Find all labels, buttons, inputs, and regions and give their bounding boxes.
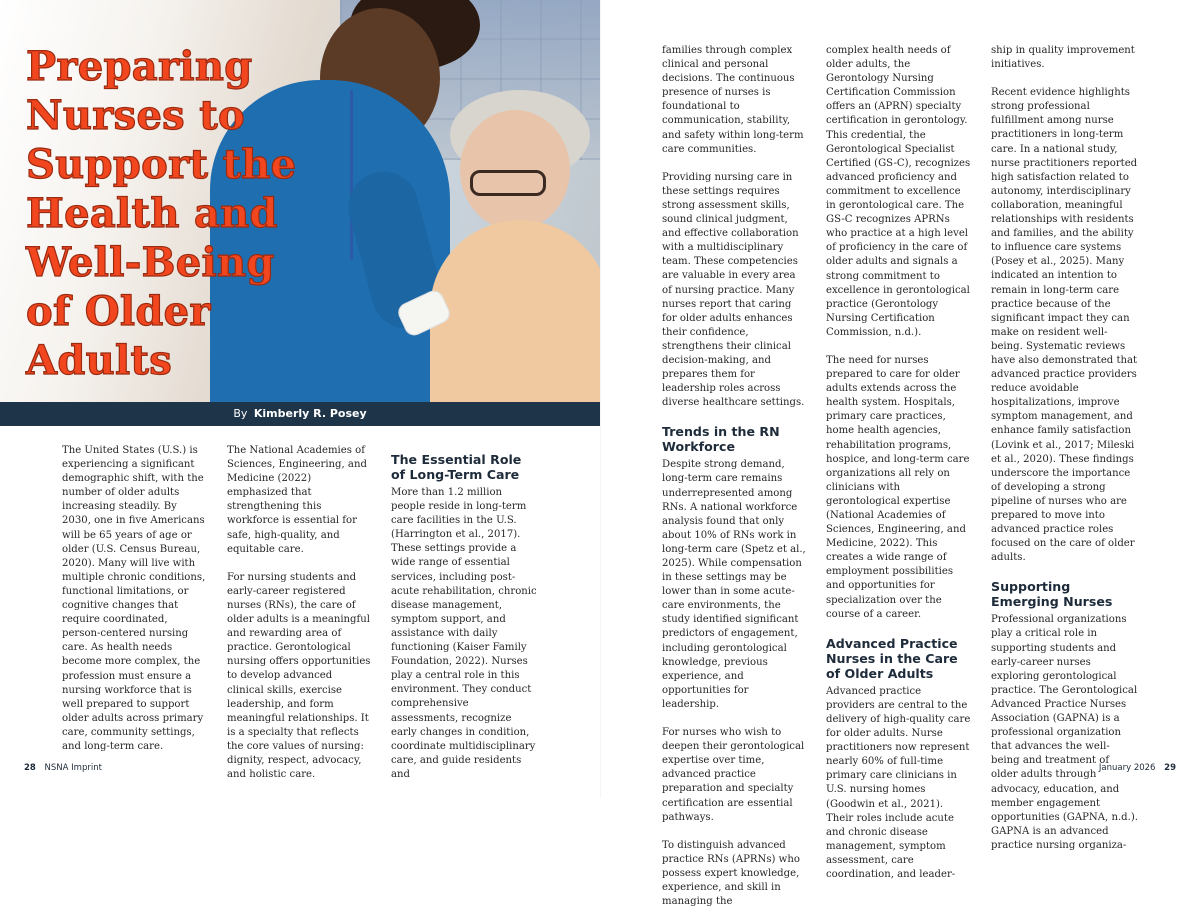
article-title: Preparing Nurses to Support the Health and Well-Being of Older Adults — [26, 43, 297, 384]
column-4 — [662, 44, 807, 923]
paragraph: To distinguish advanced practice RNs (APRNs) who possess expert knowledge, experience, and skill in managing the — [662, 839, 800, 908]
paragraph: complex health needs of older adults, the Gerontology Nursing Certification Commission offers an (APRN) specialty certification in gerontology. This credential, the Gerontological Specialist Certified (GS-C), recognizes advanced proficiency and commitment to excellence in gerontological care. The GS-C recognizes APRNs who practice at a high level of proficiency in the care of older adults and signals a strong commitment to excellence in gerontological practice (Gerontology Nursing Certification Commission, n.d.). — [826, 45, 971, 338]
footer-left — [24, 763, 102, 773]
page-number-left: 28 — [24, 763, 36, 773]
publication-name: NSNA Imprint — [44, 763, 102, 773]
paragraph: Despite strong demand, long-term care remains underrepresented among RNs. A national workforce analysis found that only about 10% of RNs work in long-term care (Spetz et al., 2025). While compensation in these settings may be lower than in some acute-care environments, the study identified significant predictors of engagement, including gerontological knowledge, previous experience, and opportunities for leadership. — [662, 459, 806, 710]
author-name: Kimberly R. Posey — [253, 407, 367, 420]
byline-prefix: By — [233, 407, 248, 420]
paragraph: Recent evidence highlights strong professional fulfillment among nurse practitioners in long-term care. In a national study, nurse practitioners reported high satisfaction related to autonomy, interdisciplinary collaboration, meaningful relationships with residents and families, and the ability to influence care systems (Posey et al., 2025). Many indicated an intention to remain in long-term care practice because of the significant impact they can make on resident well-being. Systematic reviews have also demonstrated that advanced practice providers reduce avoidable hospitalizations, improve symptom management, and enhance family satisfaction (Lovink et al., 2017; Mileski et al., 2020). These findings underscore the importance of developing a strong pipeline of nurses who are prepared to move into advanced practice roles focused on the care of older adults. — [991, 87, 1138, 564]
column-1 — [62, 444, 207, 768]
hero-photo — [0, 0, 600, 402]
paragraph: Providing nursing care in these settings requires strong assessment skills, sound clinical judgment, and effective collaboration with a multidisciplinary team. These competencies are valuable in every area of nursing practice. Many nurses report that caring for older adults enhances their confidence, strengthens their clinical decision-making, and prepares them for leadership roles across diverse healthcare settings. — [662, 171, 805, 409]
page-gutter — [600, 0, 601, 798]
page-number-right: 29 — [1164, 763, 1176, 773]
paragraph: The National Academies of Sciences, Engineering, and Medicine (2022) emphasized that strengthening this workforce is essential for safe, high-quality, and equitable care. — [227, 445, 367, 555]
paragraph: For nurses who wish to deepen their gerontological expertise over time, advanced practice preparation and specialty certification are essential pathways. — [662, 727, 805, 823]
byline-bar — [0, 402, 600, 426]
paragraph: ship in quality improvement initiatives. — [991, 45, 1135, 71]
paragraph: For nursing students and early-career registered nurses (RNs), the care of older adults is a meaningful and rewarding area of practice. Gerontological nursing offers opportunities to develop advanced clinical skills, exercise leadership, and form meaningful relationships. It is a specialty that reflects the core values of nursing: dignity, respect, advocacy, and holistic care. — [227, 571, 371, 781]
paragraph: More than 1.2 million people reside in long-term care facilities in the U.S. (Harrington et al., 2017). These settings provide a wide range of essential services, including post-acute rehabilitation, chronic disease management, symptom support, and assistance with daily functioning (Kaiser Family Foundation, 2022). Nurses play a central role in this environment. They conduct comprehensive assessments, recognize early changes in condition, coordinate multidisciplinary care, and guide residents and — [391, 487, 537, 780]
issue-date: January 2026 — [1098, 763, 1156, 773]
paragraph: Advanced practice providers are central to the delivery of high-quality care for older adults. Nurse practitioners now represent nearly 60% of full-time primary care clinicians in U.S. nursing homes (Goodwin et al., 2021). Their roles include acute and chronic disease management, symptom assessment, care coordination, and leader- — [826, 685, 971, 880]
older-adult-shirt — [430, 220, 600, 402]
paragraph: families through complex clinical and personal decisions. The continuous presence of nurses is foundational to communication, stability, and safety within long-term care communities. — [662, 45, 804, 155]
paragraph: The United States (U.S.) is experiencing a significant demographic shift, with the number of older adults increasing steadily. By 2030, one in five Americans will be 65 years of age or older (U.S. Census Bureau, 2020). Many will live with multiple chronic conditions, functional limitations, or cognitive changes that require coordinated, person-centered nursing care. As health needs become more complex, the profession must ensure a nursing workforce that is well prepared to support older adults across primary care, community settings, and long-term care. — [62, 445, 206, 752]
column-5 — [826, 44, 973, 896]
footer-right — [1099, 763, 1176, 773]
column-3 — [391, 450, 537, 796]
column-2 — [227, 444, 372, 796]
section-heading-advanced-practice: Advanced Practice Nurses in the Care of Older Adults — [826, 635, 958, 681]
section-heading-rn-workforce: Trends in the RN Workforce — [662, 424, 780, 455]
paragraph: Professional organizations play a critical role in supporting students and early-career nurses exploring gerontological practice. The Gerontological Advanced Practice Nurses Association (GAPNA) is a professional organization that advances the well-being and treatment of older adults through advocacy, education, and member engagement opportunities (GAPNA, n.d.). GAPNA is an advanced practice nursing organiza- — [991, 614, 1138, 851]
paragraph: The need for nurses prepared to care for older adults extends across the health system. Hospitals, primary care practices, home health agencies, rehabilitation programs, hospice, and long-term care organizations all rely on clinicians with gerontological expertise (National Academies of Sciences, Engineering, and Medicine, 2022). This creates a wide range of employment possibilities and opportunities for specialization over the course of a career. — [826, 354, 970, 620]
section-heading-long-term-care: The Essential Role of Long-Term Care — [391, 452, 522, 482]
glasses — [470, 170, 546, 196]
column-6 — [991, 44, 1138, 867]
lanyard — [350, 90, 353, 260]
section-heading-emerging-nurses: Supporting Emerging Nurses — [991, 579, 1113, 610]
